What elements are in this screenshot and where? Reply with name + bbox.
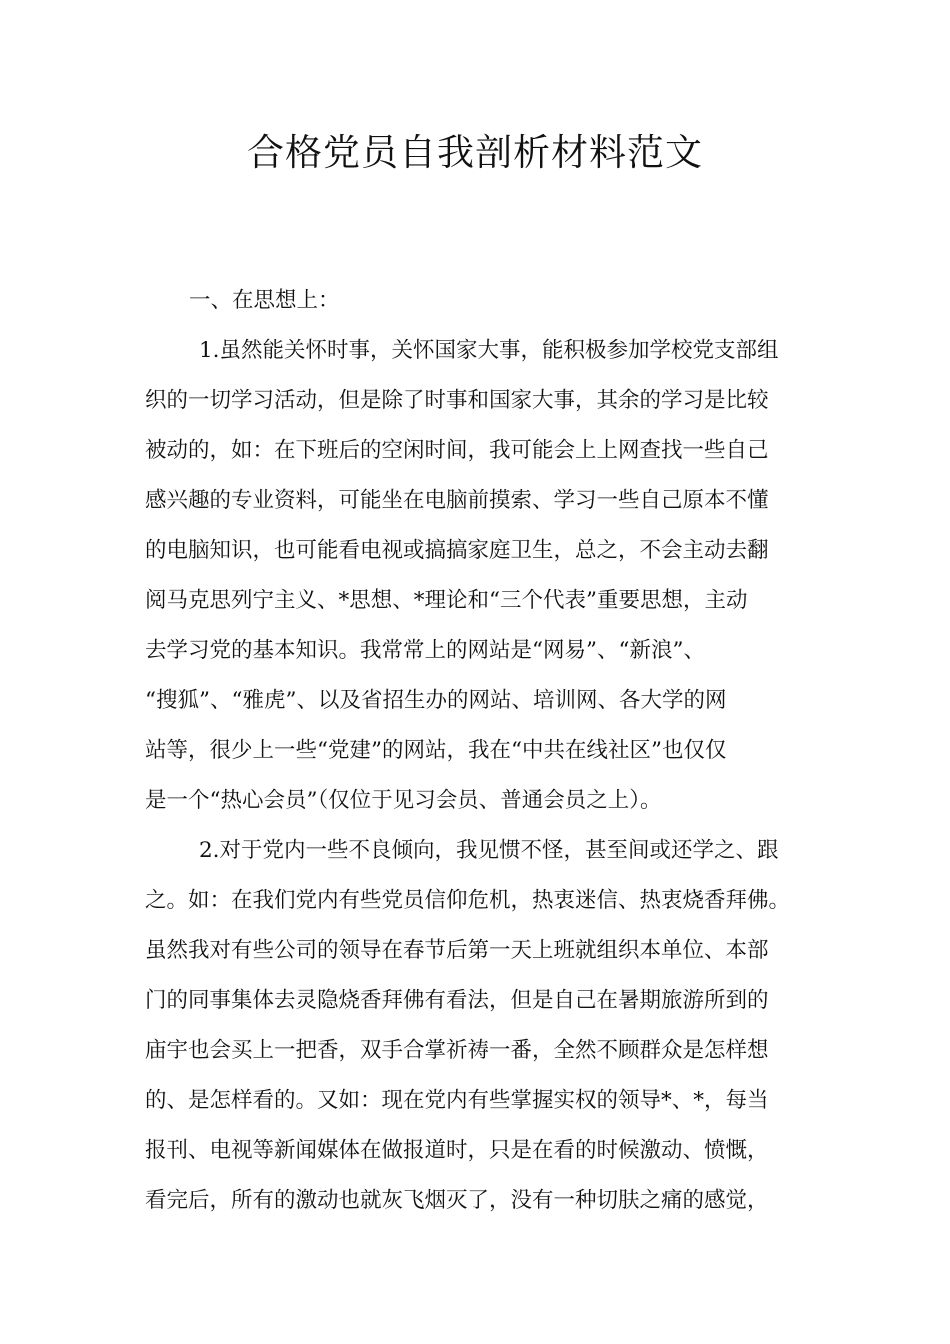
section-heading-line xyxy=(0,276,950,326)
paragraph-text: 被动的，如：在下班后的空闲时间，我可能会上上网查找一些自己 xyxy=(145,438,769,463)
paragraph-text: 虽然我对有些公司的领导在春节后第一天上班就组织本单位、本部 xyxy=(145,938,769,963)
paragraph-text: 去学习党的基本知识。我常常上的网站是“网易”、“新浪”、 xyxy=(145,638,705,663)
paragraph-text: 2.对于党内一些不良倾向，我见惯不怪，甚至间或还学之、跟 xyxy=(199,838,779,863)
paragraph-line xyxy=(0,626,950,676)
paragraph-text: 站等，很少上一些“党建”的网站，我在“中共在线社区”也仅仅 xyxy=(145,738,727,763)
paragraph-text: 是一个“热心会员”（仅位于见习会员、普通会员之上）。 xyxy=(145,788,662,813)
paragraph-line xyxy=(0,576,950,626)
paragraph-line xyxy=(0,726,950,776)
paragraph-text: 的、是怎样看的。又如：现在党内有些掌握实权的领导*、*，每当 xyxy=(145,1088,769,1113)
paragraph-line xyxy=(0,776,950,826)
paragraph-line xyxy=(0,476,950,526)
paragraph-line xyxy=(0,976,950,1026)
paragraph-line xyxy=(0,1026,950,1076)
paragraph-text: 庙宇也会买上一把香，双手合掌祈祷一番，全然不顾群众是怎样想 xyxy=(145,1038,769,1063)
paragraph-text: 阅马克思列宁主义、*思想、*理论和“三个代表”重要思想，主动 xyxy=(145,588,748,613)
paragraph-text: 报刊、电视等新闻媒体在做报道时，只是在看的时候激动、愤慨， xyxy=(145,1138,769,1163)
paragraph-text: 之。如：在我们党内有些党员信仰危机，热衷迷信、热衷烧香拜佛。 xyxy=(145,888,791,913)
paragraph-line xyxy=(0,826,950,876)
paragraph-line xyxy=(0,1126,950,1176)
paragraph-line xyxy=(0,426,950,476)
paragraph-line xyxy=(0,1176,950,1226)
paragraph-line xyxy=(0,676,950,726)
paragraph-text: “搜狐”、“雅虎”、以及省招生办的网站、培训网、各大学的网 xyxy=(145,688,727,713)
paragraph-text: 织的一切学习活动，但是除了时事和国家大事，其余的学习是比较 xyxy=(145,388,769,413)
paragraph-text: 感兴趣的专业资料，可能坐在电脑前摸索、学习一些自己原本不懂 xyxy=(145,488,769,513)
paragraph-line xyxy=(0,526,950,576)
document-title: 合格党员自我剖析材料范文 xyxy=(247,131,703,174)
paragraph-text: 的电脑知识，也可能看电视或搞搞家庭卫生，总之，不会主动去翻 xyxy=(145,538,769,563)
paragraph-line xyxy=(0,1076,950,1126)
paragraph-text: 门的同事集体去灵隐烧香拜佛有看法，但是自己在暑期旅游所到的 xyxy=(145,988,769,1013)
paragraph-line xyxy=(0,876,950,926)
paragraph-text: 1.虽然能关怀时事，关怀国家大事，能积极参加学校党支部组 xyxy=(199,338,779,363)
paragraph-line xyxy=(0,376,950,426)
paragraph-line xyxy=(0,326,950,376)
paragraph-text: 看完后，所有的激动也就灰飞烟灭了，没有一种切肤之痛的感觉， xyxy=(145,1188,769,1213)
paragraph-line xyxy=(0,926,950,976)
section-heading: 一、在思想上： xyxy=(189,288,340,313)
